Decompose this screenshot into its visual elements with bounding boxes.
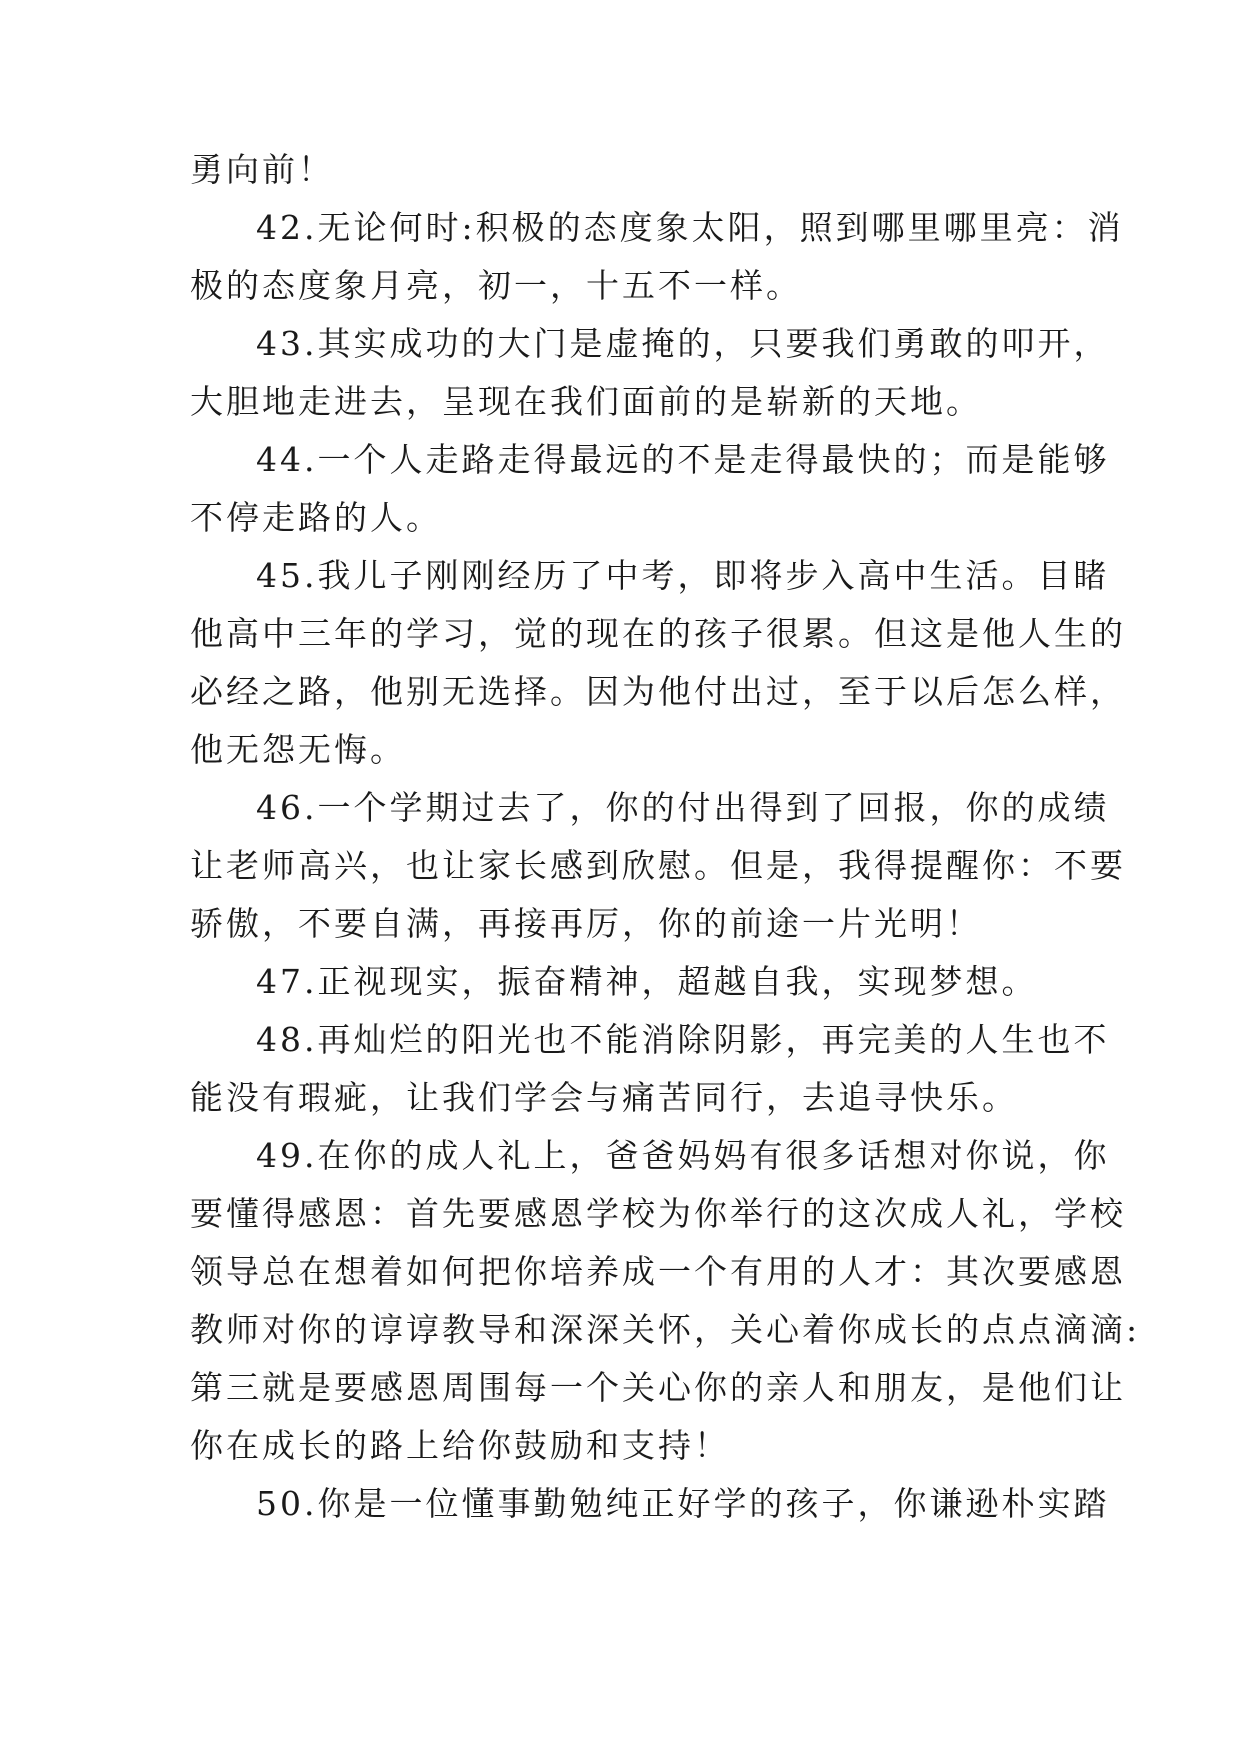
text-line: 他无怨无悔。 [190, 730, 406, 769]
text-line: 不停走路的人。 [190, 498, 442, 537]
text-line: 43.其实成功的大门是虚掩的，只要我们勇敢的叩开， [256, 324, 1110, 363]
text-line: 46.一个学期过去了，你的付出得到了回报，你的成绩 [256, 788, 1110, 827]
text-line: 45.我儿子刚刚经历了中考，即将步入高中生活。目睹 [256, 556, 1110, 595]
text-line: 骄傲，不要自满，再接再厉，你的前途一片光明！ [190, 904, 982, 943]
text-line: 42.无论何时:积极的态度象太阳，照到哪里哪里亮：消 [256, 208, 1124, 247]
text-line: 他高中三年的学习，觉的现在的孩子很累。但这是他人生的 [190, 614, 1126, 653]
text-line: 48.再灿烂的阳光也不能消除阴影，再完美的人生也不 [256, 1020, 1110, 1059]
text-line: 要懂得感恩：首先要感恩学校为你举行的这次成人礼，学校 [190, 1194, 1126, 1233]
text-line: 勇向前！ [190, 150, 334, 189]
text-line: 必经之路，他别无选择。因为他付出过，至于以后怎么样， [190, 672, 1126, 711]
text-line: 第三就是要感恩周围每一个关心你的亲人和朋友，是他们让 [190, 1368, 1126, 1407]
text-line: 49.在你的成人礼上，爸爸妈妈有很多话想对你说，你 [256, 1136, 1110, 1175]
text-line: 领导总在想着如何把你培养成一个有用的人才：其次要感恩 [190, 1252, 1126, 1291]
text-line: 教师对你的谆谆教导和深深关怀，关心着你成长的点点滴滴: [190, 1310, 1141, 1349]
text-line: 44.一个人走路走得最远的不是走得最快的；而是能够 [256, 440, 1110, 479]
text-line: 让老师高兴，也让家长感到欣慰。但是，我得提醒你：不要 [190, 846, 1126, 885]
text-line: 极的态度象月亮，初一，十五不一样。 [190, 266, 802, 305]
text-line: 50.你是一位懂事勤勉纯正好学的孩子，你谦逊朴实踏 [256, 1484, 1110, 1523]
text-line: 能没有瑕疵，让我们学会与痛苦同行，去追寻快乐。 [190, 1078, 1018, 1117]
text-line: 47.正视现实，振奋精神，超越自我，实现梦想。 [256, 962, 1038, 1001]
text-line: 大胆地走进去，呈现在我们面前的是崭新的天地。 [190, 382, 982, 421]
text-line: 你在成长的路上给你鼓励和支持！ [190, 1426, 730, 1465]
